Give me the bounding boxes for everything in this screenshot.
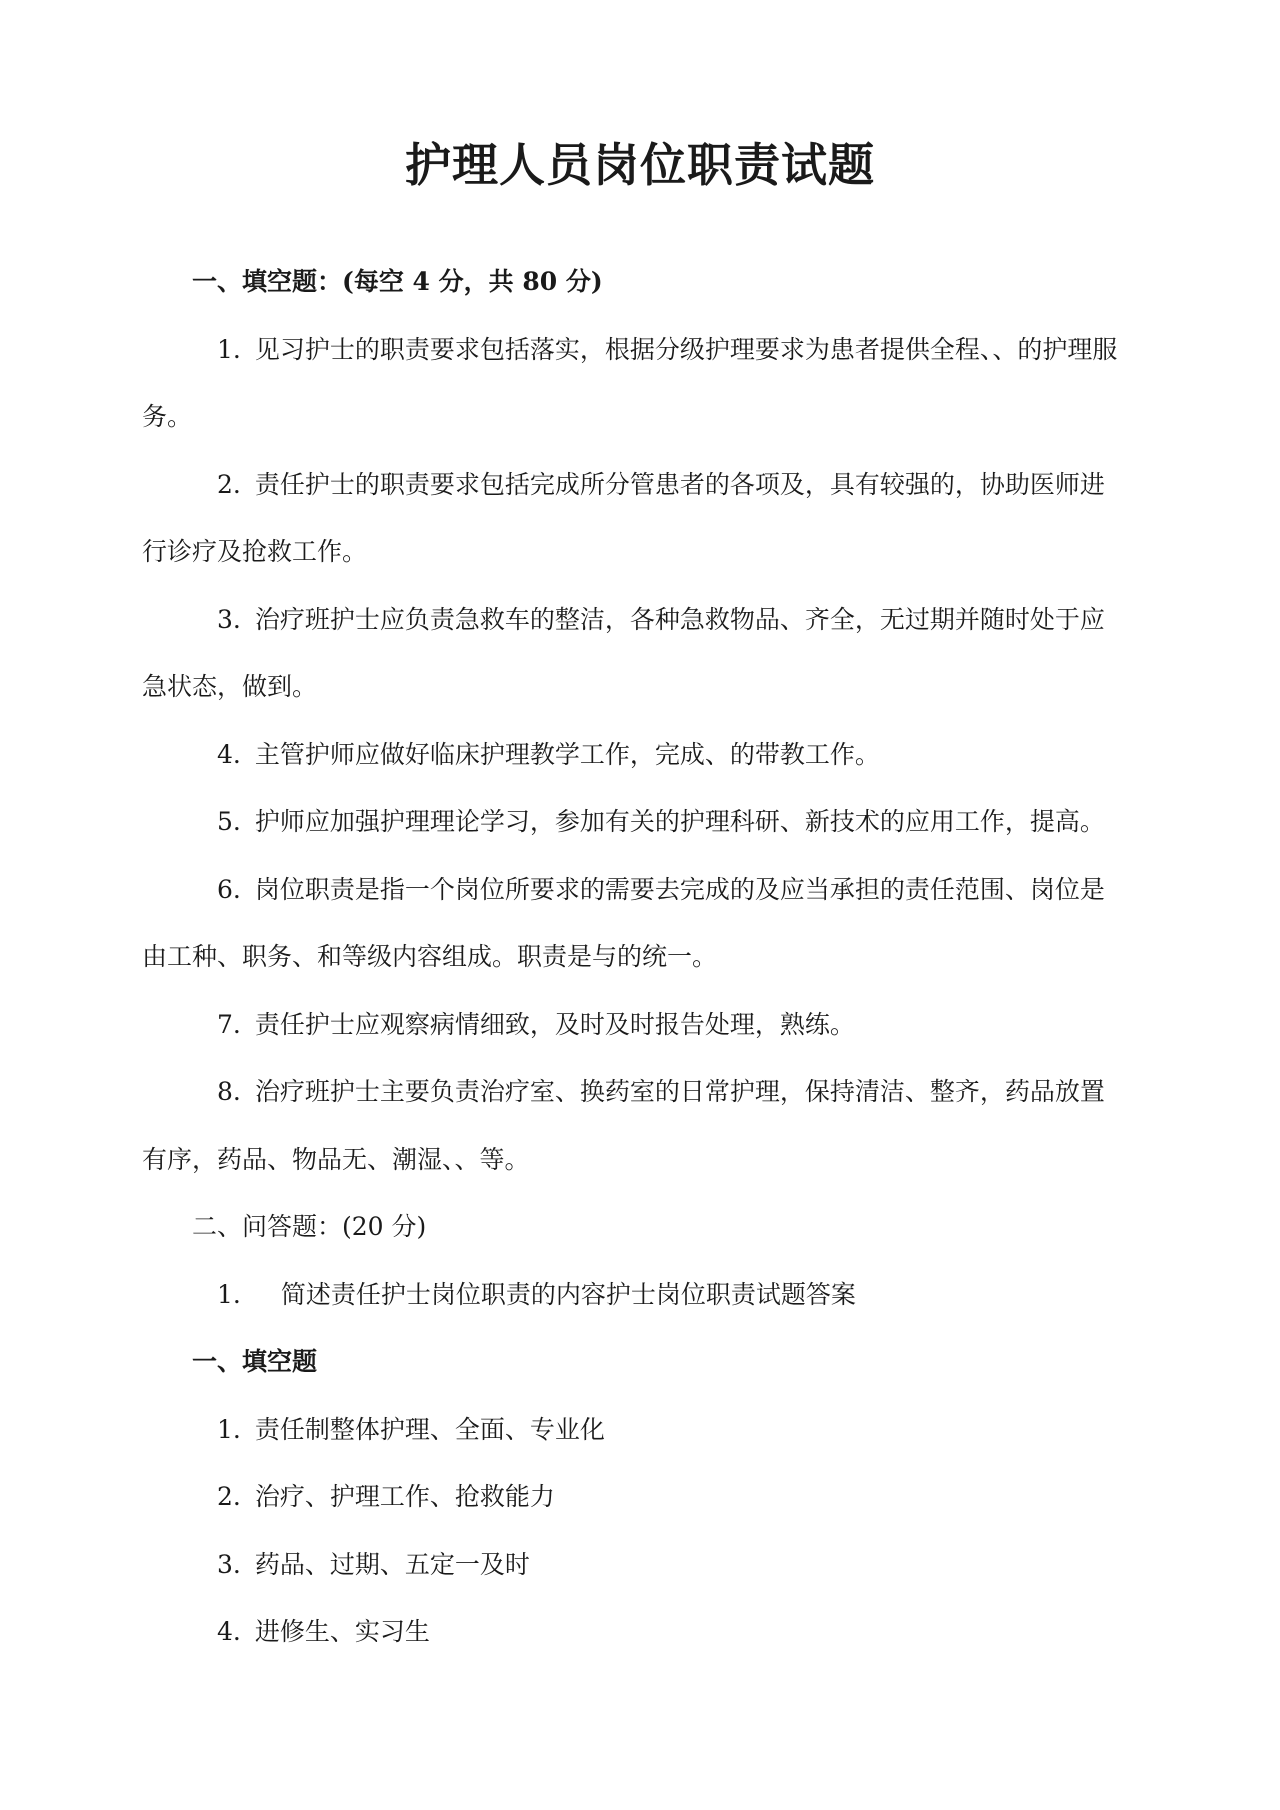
question-1-line2: 务。 bbox=[142, 402, 193, 431]
question-8-line1 bbox=[142, 1058, 1142, 1126]
answer-text: 药品、过期、五定一及时 bbox=[254, 1549, 530, 1579]
answer-number: 3. bbox=[217, 1549, 241, 1579]
question-4 bbox=[142, 721, 1142, 789]
answer-number: 4. bbox=[217, 1617, 241, 1646]
answer-2 bbox=[142, 1463, 1142, 1531]
question-3-line1 bbox=[142, 586, 1142, 654]
question-text: 治疗班护士主要负责治疗室、换药室的日常护理，保持清洁、整齐，药品放置 bbox=[254, 1077, 1105, 1106]
answer-1 bbox=[142, 1396, 1142, 1464]
question-number: 8. bbox=[217, 1077, 241, 1106]
essay-question-1 bbox=[142, 1261, 1142, 1329]
question-number: 5. bbox=[217, 807, 241, 836]
section2-heading: 二、问答题：(20 分) bbox=[192, 1212, 427, 1241]
question-6-line2: 由工种、职务、和等级内容组成。职责是与的统一。 bbox=[142, 942, 718, 971]
answer-text: 进修生、实习生 bbox=[254, 1617, 430, 1646]
question-7 bbox=[142, 991, 1142, 1059]
section1-heading: 一、填空题：(每空 4 分，共 80 分) bbox=[192, 267, 603, 296]
question-6-line1 bbox=[142, 856, 1142, 924]
question-text: 责任护士应观察病情细致，及时及时报告处理，熟练。 bbox=[254, 1009, 855, 1039]
question-number: 6. bbox=[217, 874, 241, 904]
question-number: 7. bbox=[217, 1009, 241, 1039]
question-number: 1. bbox=[217, 1279, 241, 1309]
question-5 bbox=[142, 788, 1142, 856]
document-body bbox=[142, 248, 1142, 1666]
answer-3 bbox=[142, 1531, 1142, 1599]
question-text: 见习护士的职责要求包括落实，根据分级护理要求为患者提供全程、、的护理服 bbox=[254, 334, 1118, 364]
question-8-line2: 有序，药品、物品无、潮湿、、等。 bbox=[142, 1144, 530, 1174]
question-text: 治疗班护士应负责急救车的整洁，各种急救物品、齐全，无过期并随时处于应 bbox=[254, 604, 1105, 634]
answer-number: 2. bbox=[217, 1482, 241, 1511]
question-text: 简述责任护士岗位职责的内容护士岗位职责试题答案 bbox=[280, 1279, 856, 1309]
question-1-line1 bbox=[142, 316, 1142, 384]
answer-number: 1. bbox=[217, 1414, 241, 1444]
answer-text: 责任制整体护理、全面、专业化 bbox=[254, 1414, 605, 1444]
question-text: 主管护师应做好临床护理教学工作，完成、的带教工作。 bbox=[254, 739, 880, 769]
question-text: 岗位职责是指一个岗位所要求的需要去完成的及应当承担的责任范围、岗位是 bbox=[254, 874, 1105, 904]
question-2-line2: 行诊疗及抢救工作。 bbox=[142, 537, 368, 566]
answers-heading: 一、填空题 bbox=[192, 1347, 318, 1376]
question-2-line1 bbox=[142, 451, 1142, 519]
question-3-line2: 急状态，做到。 bbox=[142, 672, 318, 701]
question-text: 护师应加强护理理论学习，参加有关的护理科研、新技术的应用工作，提高。 bbox=[254, 807, 1105, 836]
question-number: 4. bbox=[217, 739, 241, 769]
question-number: 2. bbox=[217, 469, 241, 499]
answer-text: 治疗、护理工作、抢救能力 bbox=[254, 1482, 555, 1511]
question-number: 3. bbox=[217, 604, 241, 634]
document-title: 护理人员岗位职责试题 bbox=[405, 138, 875, 192]
question-number: 1. bbox=[217, 334, 241, 364]
answer-4 bbox=[142, 1598, 1142, 1666]
question-text: 责任护士的职责要求包括完成所分管患者的各项及，具有较强的，协助医师进 bbox=[254, 469, 1105, 499]
